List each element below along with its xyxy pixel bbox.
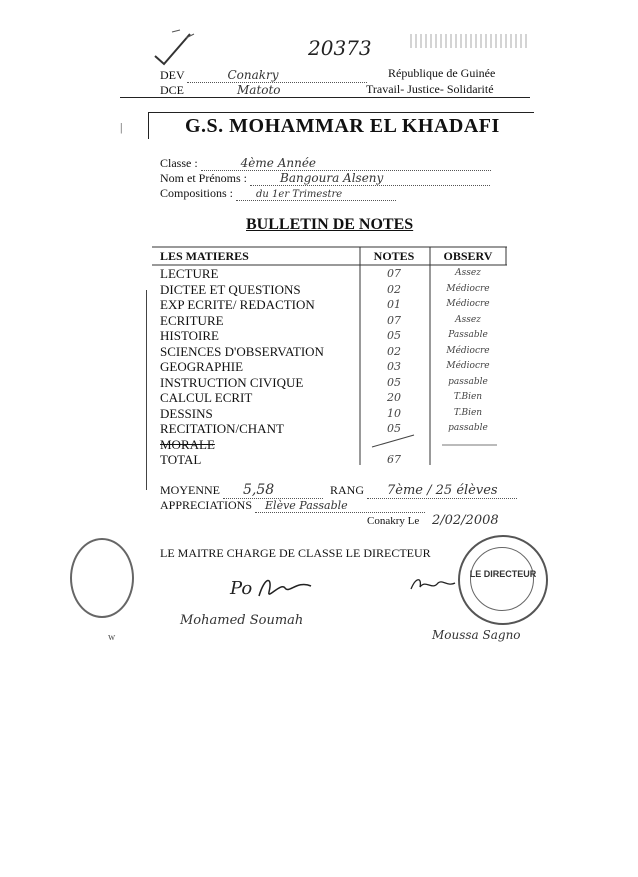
subject-cell: TOTAL [160,452,202,467]
observation-cell: T.Bien [453,392,483,402]
note-cell: 03 [387,360,401,373]
note-cell: 67 [387,453,401,466]
compo-value: du 1er Trimestre [236,189,396,201]
observation-cell: Médiocre [446,283,490,294]
header-notes: NOTES [373,249,415,263]
subject-cell: DESSINS [160,405,213,421]
observation-cell: Médiocre [446,299,490,309]
observation-cell: Assez [455,268,481,278]
subject-cell: EXP ECRITE/ REDACTION [160,297,315,312]
table-row [152,282,507,297]
dev-label: DEV [160,68,185,82]
note-cell: 20 [387,391,401,404]
appreciations-line [160,498,425,513]
moyenne-label: MOYENNE [160,483,220,497]
classe-value: 4ème Année [201,156,491,171]
moyenne-value: 5,58 [223,482,323,499]
partial-stamp-left [70,538,134,618]
observation-cell: Assez [455,314,481,325]
subject-cell: MORALE [160,436,215,452]
date-value: 2/02/2008 [431,513,499,528]
table-row [152,421,507,436]
dev-line [160,68,367,83]
note-cell: 10 [387,406,401,420]
note-cell: 07 [387,267,401,280]
date-line [367,513,499,528]
teacher-name: Mohamed Soumah [180,613,304,628]
note-cell: 01 [387,298,401,311]
republic: République de Guinée [388,66,496,80]
table-row [152,452,507,467]
observation-cell: passable [448,423,488,433]
observation-cell: Médiocre [446,361,490,371]
place-date-label: Conakry Le [367,515,420,527]
table-row [152,359,507,374]
table-row [152,313,507,328]
compo-label: Compositions : [160,186,234,200]
bulletin-title: BULLETIN DE NOTES [246,216,414,233]
subject-cell: INSTRUCTION CIVIQUE [160,374,304,390]
table-row [152,375,507,390]
director-name: Moussa Sagno [432,628,521,642]
dev-value: Conakry [187,68,367,83]
teacher-signature [255,574,315,604]
checkmark-icon [150,28,200,68]
margin-mark: | [120,120,123,134]
rang-label: RANG [330,483,365,497]
appreciations-value: Elève Passable [255,499,425,513]
subject-cell: DICTEE ET QUESTIONS [160,281,301,297]
subject-cell: RECITATION/CHANT [160,421,284,436]
note-cell: 05 [387,422,401,435]
margin-mark: w [108,632,116,643]
header-observ: OBSERV [443,249,493,263]
note-cell: 05 [387,329,401,342]
nom-label: Nom et Prénoms : [160,171,247,185]
signature-line: LE MAITRE CHARGE DE CLASSE LE DIRECTEUR [160,546,431,560]
director-signature [408,575,458,595]
note-cell: 05 [387,375,401,389]
classe-line [160,156,491,171]
header-divider [120,97,530,98]
appreciations-label: APPRECIATIONS [160,498,253,512]
table-row [152,437,507,452]
subject-cell: LECTURE [160,266,219,281]
subject-cell: SCIENCES D'OBSERVATION [160,343,324,359]
moyenne-line [160,482,517,499]
note-cell: 02 [387,344,401,358]
school-name: G.S. MOHAMMAR EL KHADAFI [185,115,500,137]
table-row [152,266,507,281]
header-matieres: LES MATIERES [160,249,249,263]
subject-cell: GEOGRAPHIE [160,359,244,374]
rang-value: 7ème / 25 élèves [367,483,517,499]
scan-noise [410,34,530,48]
table-row [152,406,507,421]
dce-line [160,83,367,98]
subject-cell: HISTOIRE [160,328,219,343]
motto: Travail- Justice- Solidarité [366,82,494,96]
table-header [152,249,507,264]
grades-table [152,245,507,467]
margin-bracket [146,290,151,490]
note-cell: 07 [387,313,401,327]
director-stamp [458,535,548,625]
dce-value: Matoto [187,83,367,98]
table-row [152,297,507,312]
observation-cell: Médiocre [446,345,490,356]
observation-cell: Passable [448,330,488,340]
table-row [152,344,507,359]
subject-cell: ECRITURE [160,312,224,328]
stamp-text: LE DIRECTEUR [469,569,537,579]
subject-cell: CALCUL ECRIT [160,390,253,405]
observation-cell: T.Bien [453,407,483,418]
compo-line [160,186,396,201]
reference-number: 20373 [308,36,372,60]
nom-value: Bangoura Alseny [250,171,490,186]
po-mark: Po [230,578,253,599]
dce-label: DCE [160,83,184,97]
nom-line [160,171,490,186]
classe-label: Classe : [160,156,198,170]
observation-cell: passable [448,376,488,387]
table-row [152,328,507,343]
note-cell: 02 [387,282,401,296]
table-row [152,390,507,405]
